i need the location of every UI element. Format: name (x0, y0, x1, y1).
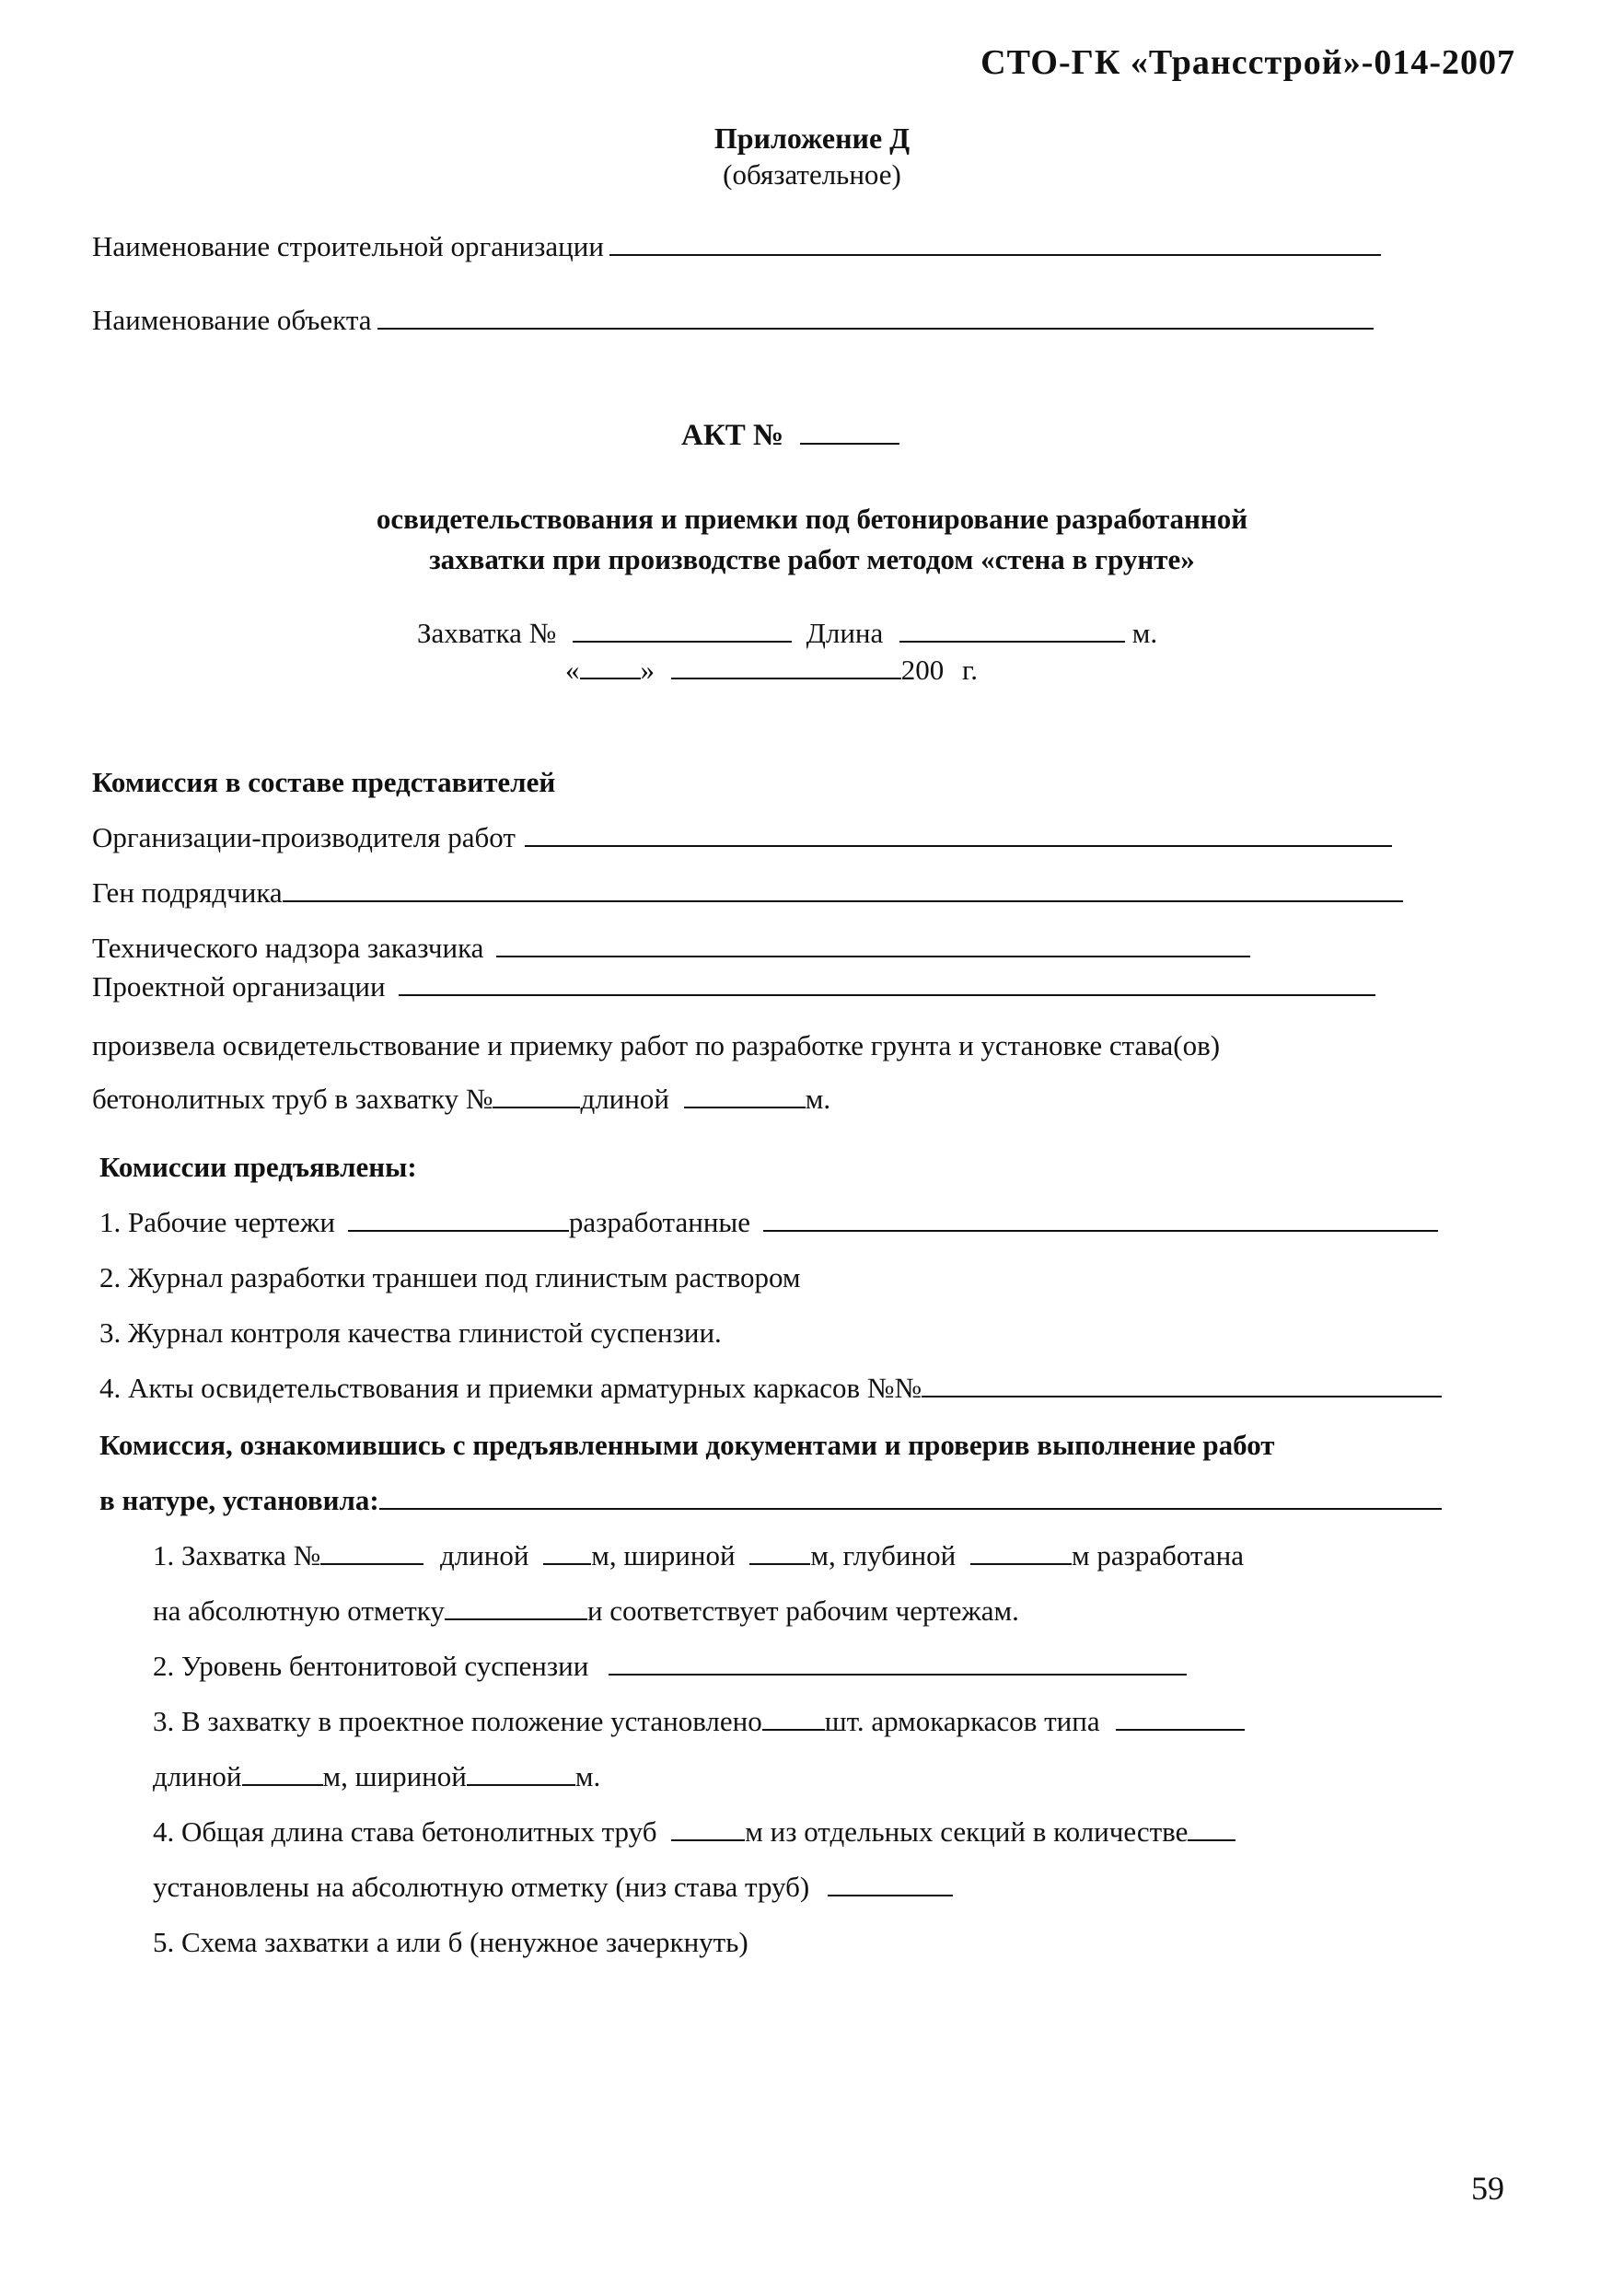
finding-1-line2 (153, 1594, 1019, 1628)
appendix-subtitle: (обязательное) (723, 158, 901, 191)
member-contractor-label: Организации-производителя работ (92, 821, 516, 853)
organization-label: Наименование строительной организации (92, 230, 604, 262)
object-label: Наименование объекта (92, 304, 372, 336)
date-day-blank[interactable] (580, 677, 641, 679)
finding-1-width-blank[interactable] (749, 1562, 810, 1565)
member-supervision-blank[interactable] (496, 955, 1250, 957)
page-number: 59 (1471, 2170, 1504, 2207)
finding-3-width-label: м, шириной (322, 1760, 467, 1792)
finding-3-length-label: длиной (153, 1760, 242, 1792)
finding-3-line2 (153, 1760, 600, 1793)
appendix-title: Приложение Д (713, 122, 911, 155)
finding-4-line1 (153, 1815, 1235, 1849)
presented-item-3: 3. Журнал контроля качества глинистой суспензии. (99, 1316, 722, 1349)
act-number-blank[interactable] (800, 442, 899, 445)
finding-3-width-blank[interactable] (467, 1783, 575, 1786)
finding-1-line1 (153, 1539, 1244, 1572)
finding-4-length-label: 4. Общая длина става бетонолитных труб (153, 1815, 657, 1848)
finding-4-line2 (153, 1871, 953, 1904)
commission-statement-line1: произвела освидетельствование и приемку работ по разработке грунта и установке става(ов) (92, 1029, 1221, 1061)
act-title (681, 419, 899, 453)
statement-length-label: длиной (580, 1083, 669, 1115)
finding-2-blank[interactable] (609, 1673, 1187, 1676)
finding-5: 5. Схема захватки а или б (ненужное зачеркнуть) (153, 1926, 748, 1958)
capture-label: Захватка № (417, 617, 557, 649)
finding-3-count-blank[interactable] (762, 1728, 825, 1731)
presented-item-1-developed-blank[interactable] (763, 1229, 1438, 1232)
statement-length-unit: м. (805, 1083, 831, 1115)
presented-item-1-developed-label: разработанные (568, 1206, 751, 1238)
finding-3-type-blank[interactable] (1116, 1728, 1245, 1731)
finding-4-length-blank[interactable] (671, 1838, 745, 1841)
statement-length-blank[interactable] (684, 1106, 806, 1108)
capture-length-line (417, 617, 1157, 650)
date-open-quote: « (565, 654, 580, 686)
organization-blank[interactable] (609, 253, 1381, 256)
commission-heading: Комиссия в составе представителей (92, 766, 556, 798)
presented-item-2: 2. Журнал разработки траншеи под глинистым раствором (99, 1261, 801, 1293)
commission-statement-line2 (92, 1083, 830, 1116)
act-title-label: АКТ № (681, 419, 784, 452)
finding-1-width-label: м, шириной (591, 1539, 736, 1571)
object-field[interactable] (92, 304, 1374, 337)
finding-1-depth-label: м, глубиной (810, 1539, 957, 1571)
member-general-contractor-label: Ген подрядчика (92, 876, 283, 909)
presented-item-1-label: 1. Рабочие чертежи (99, 1206, 335, 1238)
finding-1-capture-blank[interactable] (320, 1562, 423, 1565)
finding-1-capture-label: 1. Захватка № (153, 1539, 321, 1571)
length-unit: м. (1131, 617, 1158, 649)
presented-item-1 (99, 1206, 1438, 1239)
statement-capture-label: бетонолитных труб в захватку № (92, 1083, 493, 1115)
finding-3-unit: м. (574, 1760, 601, 1792)
presented-heading: Комиссии предъявлены: (99, 1151, 417, 1183)
findings-heading-blank[interactable] (379, 1507, 1442, 1510)
finding-1-depth-blank[interactable] (970, 1562, 1072, 1565)
date-year-suffix: г. (962, 654, 978, 686)
date-line (565, 654, 978, 687)
presented-item-4 (99, 1372, 1442, 1405)
presented-item-4-label: 4. Акты освидетельствования и приемки арматурных каркасов №№ (99, 1372, 922, 1404)
length-label: Длина (806, 617, 884, 649)
finding-1-mark-label: на абсолютную отметку (153, 1594, 445, 1627)
statement-capture-blank[interactable] (493, 1106, 580, 1108)
act-subtitle-line1: освидетельствования и приемки под бетонирование разработанной (376, 503, 1248, 535)
presented-item-1-drawings-blank[interactable] (348, 1229, 569, 1232)
finding-3-length-blank[interactable] (242, 1783, 323, 1786)
finding-3-installed-label: 3. В захватку в проектное положение установлено (153, 1705, 762, 1737)
member-supervision[interactable] (92, 932, 1250, 965)
date-close-quote: » (640, 654, 655, 686)
member-contractor-blank[interactable] (525, 844, 1392, 847)
finding-1-developed-label: м разработана (1071, 1539, 1244, 1571)
member-general-contractor[interactable] (92, 876, 1403, 910)
finding-4-sections-blank[interactable] (1188, 1838, 1235, 1841)
member-design-blank[interactable] (399, 993, 1375, 996)
object-blank[interactable] (377, 327, 1374, 330)
findings-heading-line2-label: в натуре, установила: (99, 1484, 379, 1516)
member-design[interactable] (92, 970, 1375, 1003)
finding-3-line1 (153, 1705, 1245, 1738)
member-supervision-label: Технического надзора заказчика (92, 932, 484, 964)
finding-2 (153, 1650, 1187, 1683)
finding-2-label: 2. Уровень бентонитовой суспензии (153, 1650, 589, 1682)
act-subtitle-line2: захватки при производстве работ методом «стена в грунте» (429, 543, 1195, 575)
member-design-label: Проектной организации (92, 970, 386, 1003)
finding-4-mark-label: установлены на абсолютную отметку (низ става труб) (153, 1871, 810, 1903)
finding-1-length-label: длиной (439, 1539, 529, 1571)
member-contractor[interactable] (92, 821, 1392, 854)
member-general-contractor-blank[interactable] (283, 899, 1403, 902)
finding-3-type-label: шт. армокаркасов типа (824, 1705, 1100, 1737)
date-month-blank[interactable] (671, 677, 901, 679)
capture-number-blank[interactable] (573, 640, 792, 643)
findings-heading-line2 (99, 1484, 1442, 1517)
finding-4-mark-blank[interactable] (828, 1894, 953, 1896)
date-year: 200 (900, 654, 945, 686)
finding-4-sections-label: м из отдельных секций в количестве (745, 1815, 1189, 1848)
finding-1-conformity-label: и соответствует рабочим чертежам. (586, 1594, 1019, 1627)
finding-1-mark-blank[interactable] (445, 1618, 587, 1620)
organization-field[interactable] (92, 230, 1381, 263)
length-blank[interactable] (899, 640, 1125, 643)
findings-heading-line1: Комиссия, ознакомившись с предъявленными документами и проверив выполнение работ (99, 1429, 1275, 1461)
presented-item-4-blank[interactable] (922, 1395, 1442, 1397)
standard-code: СТО-ГК «Трансстрой»-014-2007 (980, 43, 1515, 82)
finding-1-length-blank[interactable] (543, 1562, 591, 1565)
